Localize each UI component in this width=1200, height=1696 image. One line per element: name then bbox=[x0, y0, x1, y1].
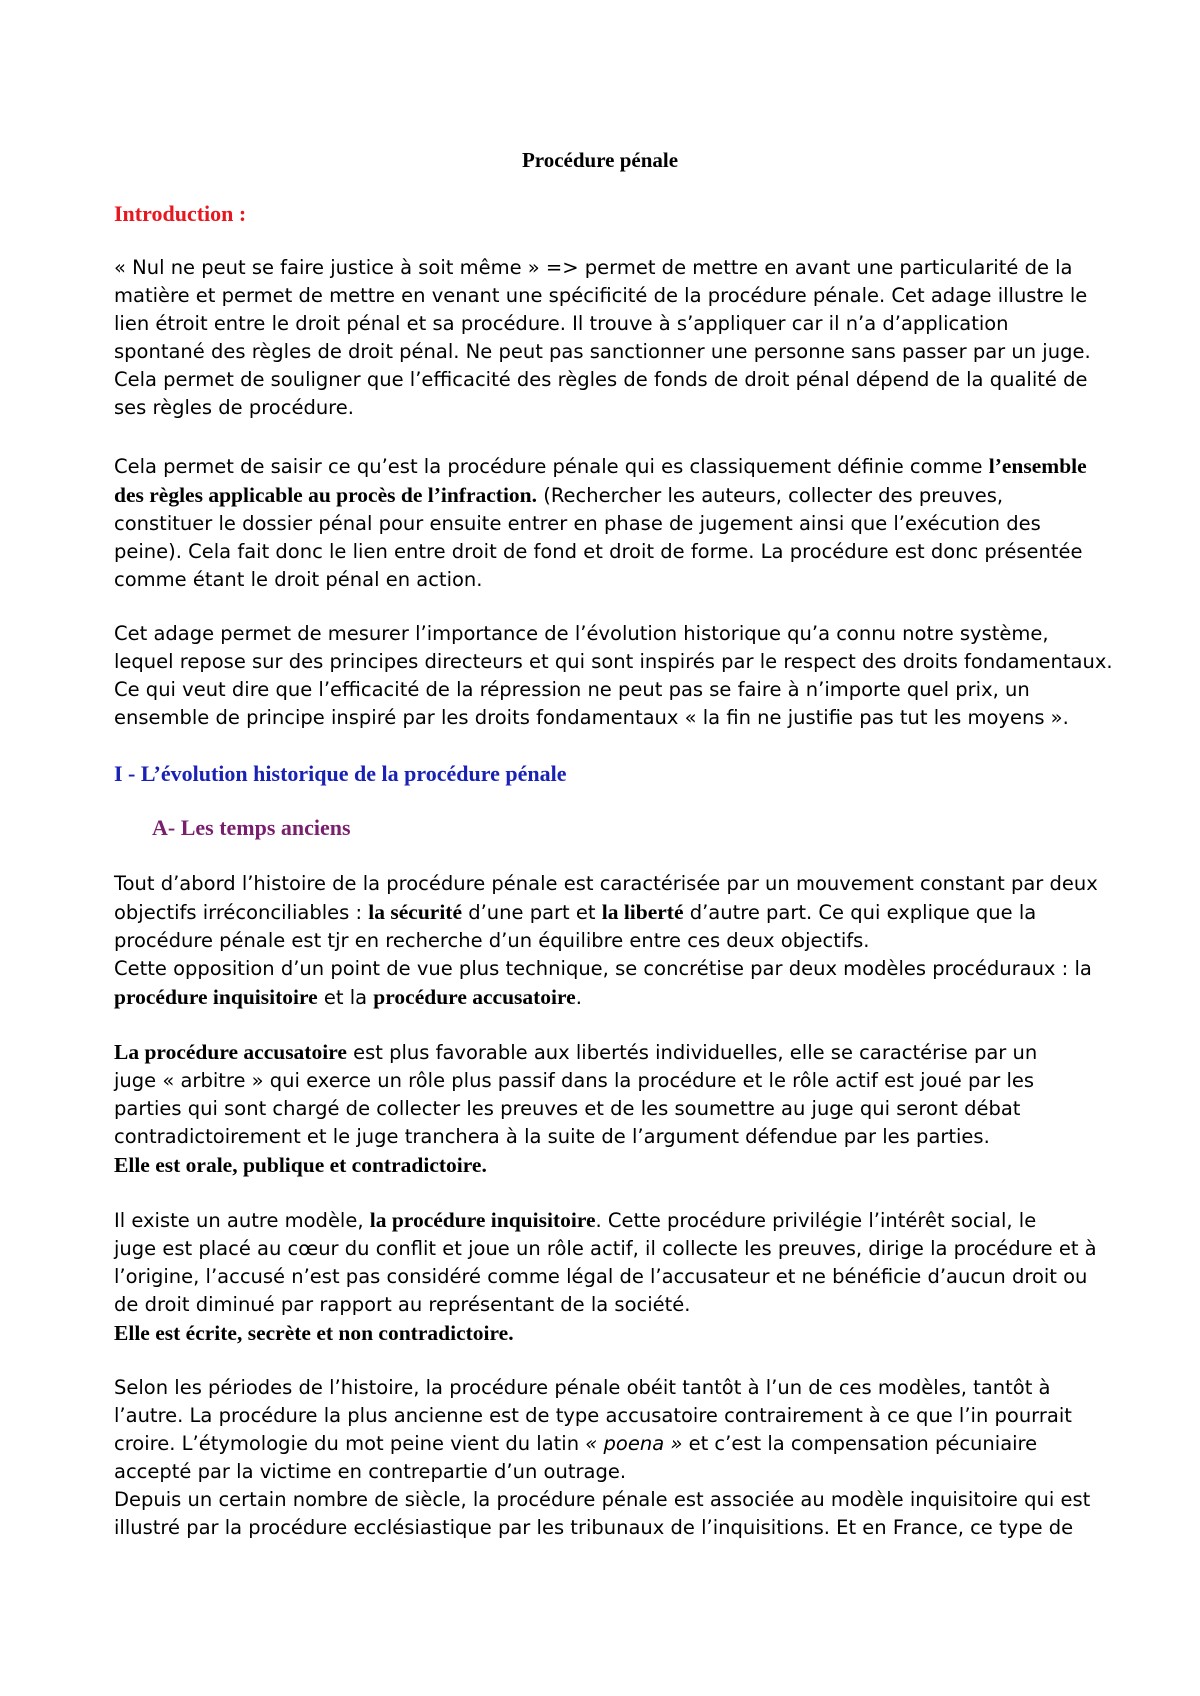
text-line: accepté par la victime en contrepartie d’un outrage. bbox=[114, 1460, 627, 1483]
bold-term: l’ensemble bbox=[988, 454, 1087, 478]
text-line bbox=[114, 1151, 1094, 1180]
text-line: parties qui sont chargé de collecter les preuves et de les soumettre au juge qui seront débat bbox=[114, 1097, 1021, 1120]
text-line: ses règles de procédure. bbox=[114, 396, 354, 419]
text-line: contradictoirement et le juge tranchera à la suite de l’argument défendue par les parties. bbox=[114, 1125, 990, 1148]
text-line: La procédure accusatoire est plus favorable aux libertés individuelles, elle se caractérise par un bbox=[114, 1040, 1038, 1064]
text-line: Cette opposition d’un point de vue plus technique, se concrétise par deux modèles procéduraux : la bbox=[114, 957, 1092, 980]
text-line: Selon les périodes de l’histoire, la procédure pénale obéit tantôt à l’un de ces modèles, tantôt à bbox=[114, 1376, 1051, 1399]
text-line: des règles applicable au procès de l’infraction. (Rechercher les auteurs, collecter des preuves, bbox=[114, 483, 1004, 507]
text-line: matière et permet de mettre en venant une spécificité de la procédure pénale. Cet adage illustre le bbox=[114, 284, 1088, 307]
bold-definition: des règles applicable au procès de l’infraction. bbox=[114, 483, 538, 507]
bold-term: la liberté bbox=[601, 900, 684, 924]
text-line: l’autre. La procédure la plus ancienne est de type accusatoire contrairement à ce que l’in pourrait bbox=[114, 1404, 1072, 1427]
subsection-a-heading: A- Les temps anciens bbox=[152, 815, 351, 840]
bold-conclusion: Elle est orale, publique et contradictoire. bbox=[114, 1153, 487, 1177]
text-line: Depuis un certain nombre de siècle, la procédure pénale est associée au modèle inquisitoire qui est bbox=[114, 1488, 1091, 1511]
text-line: Ce qui veut dire que l’efficacité de la répression ne peut pas se faire à n’importe quel prix, un bbox=[114, 678, 1030, 701]
text-line: spontané des règles de droit pénal. Ne peut pas sanctionner une personne sans passer par un juge. bbox=[114, 340, 1091, 363]
text-line: lequel repose sur des principes directeurs et qui sont inspirés par le respect des droits fondamentaux. bbox=[114, 650, 1113, 673]
intro-heading: Introduction : bbox=[114, 201, 247, 226]
paragraph-intro-2 bbox=[114, 452, 1094, 594]
text-line: peine). Cela fait donc le lien entre droit de fond et droit de forme. La procédure est donc présentée bbox=[114, 540, 1083, 563]
text-line: Cet adage permet de mesurer l’importance de l’évolution historique qu’a connu notre système, bbox=[114, 622, 1049, 645]
paragraph-a-1 bbox=[114, 870, 1098, 1012]
text-line bbox=[114, 1319, 1094, 1348]
bold-conclusion: Elle est écrite, secrète et non contradictoire. bbox=[114, 1321, 514, 1345]
text-line: juge est placé au cœur du conflit et joue un rôle actif, il collecte les preuves, dirige la procédure et à bbox=[114, 1237, 1097, 1260]
text-line: illustré par la procédure ecclésiastique par les tribunaux de l’inquisitions. Et en France, ce type de bbox=[114, 1516, 1074, 1539]
bold-term: procédure inquisitoire bbox=[114, 985, 318, 1009]
text-line: juge « arbitre » qui exerce un rôle plus passif dans la procédure et le rôle actif est joué par les bbox=[114, 1069, 1035, 1092]
text-line: « Nul ne peut se faire justice à soit même » => permet de mettre en avant une particularité de la bbox=[114, 256, 1073, 279]
bold-term: La procédure accusatoire bbox=[114, 1040, 347, 1064]
text-line: procédure inquisitoire et la procédure accusatoire. bbox=[114, 985, 582, 1009]
text-line: comme étant le droit pénal en action. bbox=[114, 568, 483, 591]
text-line: Cela permet de souligner que l’efficacité des règles de fonds de droit pénal dépend de la qualité de bbox=[114, 368, 1088, 391]
document-title: Procédure pénale bbox=[521, 148, 679, 172]
paragraph-intro-3 bbox=[114, 620, 1113, 732]
bold-term: la procédure inquisitoire bbox=[369, 1208, 596, 1232]
text-line: ensemble de principe inspiré par les droits fondamentaux « la fin ne justifie pas tut les moyens ». bbox=[114, 706, 1069, 729]
text-line: lien étroit entre le droit pénal et sa procédure. Il trouve à s’appliquer car il n’a d’application bbox=[114, 312, 1009, 335]
text-line: l’origine, l’accusé n’est pas considéré comme légal de l’accusateur et ne bénéficie d’aucun droit ou bbox=[114, 1265, 1088, 1288]
text-line: croire. L’étymologie du mot peine vient du latin « poena » et c’est la compensation pécuniaire bbox=[114, 1432, 1038, 1455]
text-line: objectifs irréconciliables : la sécurité d’une part et la liberté d’autre part. Ce qui explique que la bbox=[114, 900, 1037, 924]
text-line: Il existe un autre modèle, la procédure inquisitoire. Cette procédure privilégie l’intérêt social, le bbox=[114, 1208, 1037, 1232]
text-line: Tout d’abord l’histoire de la procédure pénale est caractérisée par un mouvement constant par deux bbox=[114, 872, 1098, 895]
paragraph-intro-1 bbox=[114, 254, 1094, 422]
text-line: procédure pénale est tjr en recherche d’un équilibre entre ces deux objectifs. bbox=[114, 929, 870, 952]
italic-term: « poena » bbox=[585, 1432, 683, 1455]
text-line: Cela permet de saisir ce qu’est la procédure pénale qui es classiquement définie comme l’ensemble bbox=[114, 454, 1087, 478]
bold-term: procédure accusatoire bbox=[373, 985, 576, 1009]
paragraph-inquisitoire bbox=[114, 1206, 1097, 1348]
section-1-heading: I - L’évolution historique de la procédure pénale bbox=[114, 761, 567, 786]
text-line: constituer le dossier pénal pour ensuite entrer en phase de jugement ainsi que l’exécution des bbox=[114, 512, 1041, 535]
paragraph-history bbox=[114, 1374, 1094, 1542]
bold-term: la sécurité bbox=[368, 900, 462, 924]
paragraph-accusatoire bbox=[114, 1038, 1094, 1180]
text-line: de droit diminué par rapport au représentant de la société. bbox=[114, 1293, 691, 1316]
